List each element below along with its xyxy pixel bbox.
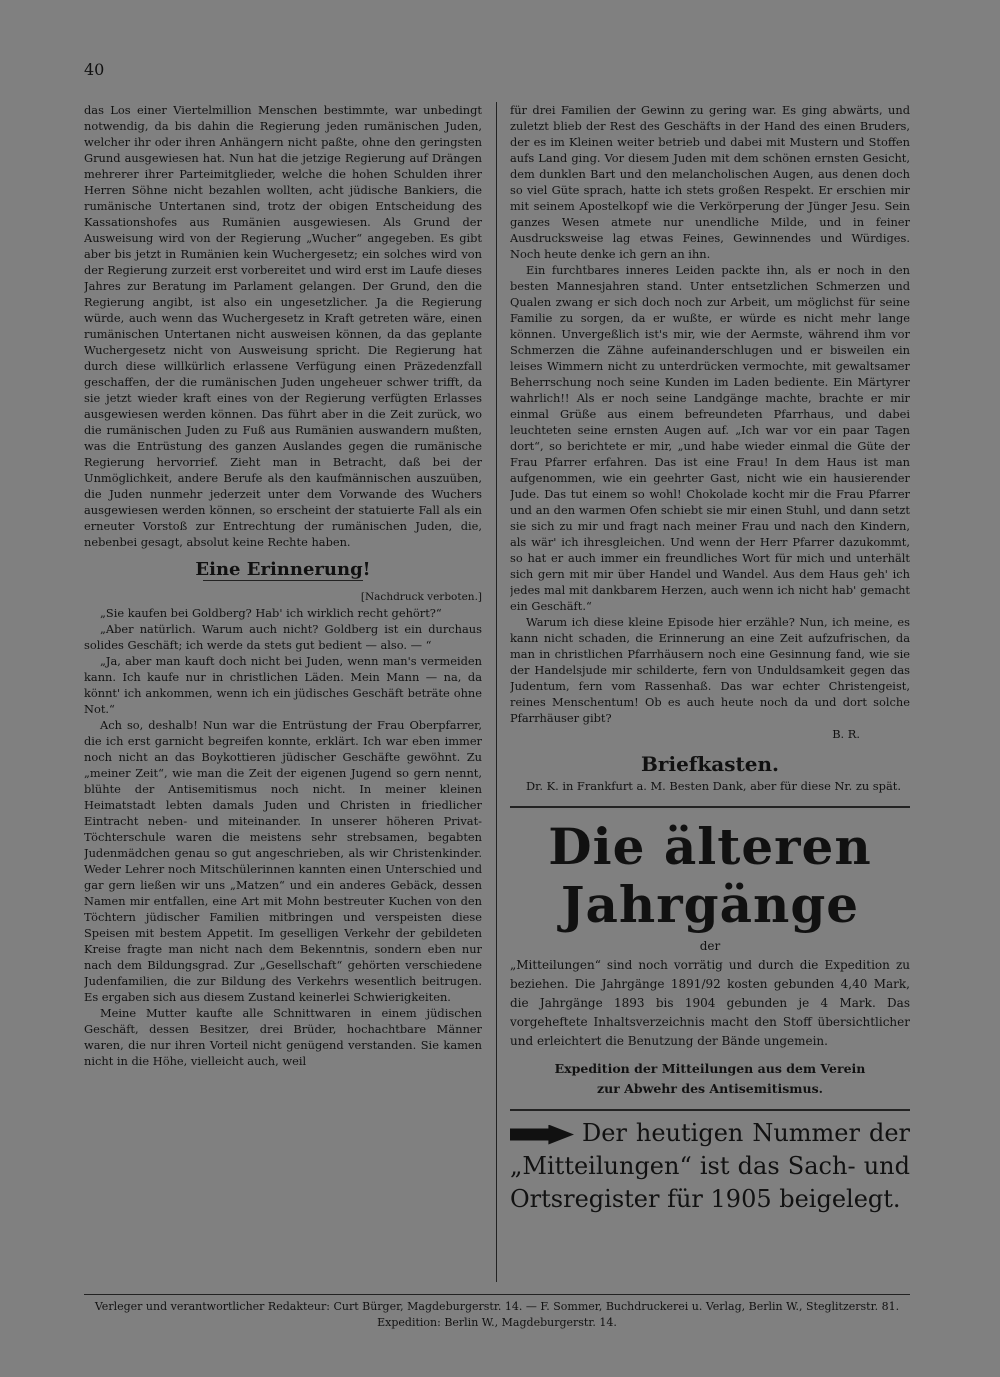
story-paragraph: „Aber natürlich. Warum auch nicht? Goldberg ist ein durchaus solides Geschäft; ich werde da stets gut bedient — also. — “ [84, 622, 482, 652]
article-continuation: das Los einer Viertelmillion Menschen bestimmte, war unbedingt notwendig, da bis dahin die Regierung jeden rumänischen Juden, welcher ihr oder ihren Anhängern nicht paßte, ohne den geringsten Grund ausgewiesen hat. Nun hat die jetzige Regierung auf Drängen mehrerer ihrer Parteimitglieder, welche die hohen Schulden ihrer Herren Söhne nicht bezahlen wollten, acht jüdische Bankiers, die rumänische Untertanen sind, trotz der obigen Entscheidung des Kassationshofes aus Rumänien ausgewiesen. Als Grund der Ausweisung wird von der Regierung „Wucher“ angegeben. Es gibt aber bis jetzt in Rumänien kein Wuchergesetz; ein solches wird von der Regierung zurzeit erst vorbereitet und wird erst im Laufe dieses Jahres zur Beratung im Parlament gelangen. Der Grund, den die Regierung angibt, ist also ein ungesetzlicher. Ja die Regierung würde, auch wenn das Wuchergesetz in Kraft getreten wäre, einen rumänischen Untertanen nicht ausweisen können, da das geplante Wuchergesetz nicht von Ausweisung spricht. Die Regierung hat durch diese willkürlich erlassene Verfügung einen Präzedenzfall geschaffen, der die rumänischen Juden ungeheuer schwer trifft, da sie jetzt wieder kraft eines von der Regierung verfügten Erlasses ausgewiesen werden können. Das führt aber in die Zeit zurück, wo die rumänischen Juden zu Fuß aus Rumänien auswandern mußten, was die Entrüstung des ganzen Auslandes gegen die rumänische Regierung hervorrief. Zieht man in Betracht, daß bei der Unmöglichkeit, andere Berufe als den kaufmännischen auszuüben, die Juden nunmehr jederzeit unter dem Vorwande des Wuchers ausgewiesen werden können, so erscheint der statuierte Fall als ein erneuter Vorstoß zur Entrechtung der rumänischen Juden, die, nebenbei gesagt, absolut keine Rechte haben. [84, 103, 482, 549]
ad-publisher-line: zur Abwehr des Antisemitismus. [597, 1081, 823, 1096]
heading-underline [203, 580, 363, 581]
story-paragraph: Meine Mutter kaufte alle Schnittwaren in einem jüdischen Geschäft, dessen Besitzer, drei Brüder, hochachtbare Männer waren, die nur ihren Vorteil nicht genügend verstanden. Sie kamen nicht in die Höhe, vielleicht auch, weil [84, 1006, 482, 1068]
left-column [84, 102, 482, 1290]
story-paragraph: Warum ich diese kleine Episode hier erzähle? Nun, ich meine, es kann nicht schaden, die Erinnerung an eine Zeit aufzufrischen, da man in christlichen Pfarrhäusern noch eine Gesinnung fand, wie sie der Handelsjude mir schilderte, fern von Unduldsamkeit gegen das Judentum, fern vom Rassenhaß. Das war echter Christengeist, reines Menschentum! Ob es auch heute noch da und dort solche Pfarrhäuser gibt? [510, 615, 910, 725]
supplement-notice [510, 1109, 910, 1216]
ad-publisher-line: Expedition der Mitteilungen aus dem Verein [554, 1061, 866, 1076]
supplement-notice-text: Der heutigen Nummer der „Mitteilungen“ ist das Sach- und Ortsregister für 1905 beigelegt. [510, 1119, 910, 1213]
story-paragraph: Ach so, deshalb! Nun war die Entrüstung der Frau Oberpfarrer, die ich erst garnicht begreifen konnte, erklärt. Ich war eben immer noch nicht an das Boykottieren jüdischer Geschäfte gewöhnt. Zu „meiner Zeit“, wie man die Zeit der eigenen Jugend so gern nennt, blühte der Antisemitismus noch nicht. In meiner kleinen Heimatstadt lebten damals Juden und Christen in friedlicher Eintracht neben- und miteinander. In unserer höheren Privat-Töchterschule waren die meistens sehr strebsamen, begabten Judenmädchen genau so gut angeschrieben, als wir Christenkinder. Weder Lehrer noch Mitschülerinnen kannten einen Unterschied und gar gern ließen wir uns „Matzen“ und ein anderes Gebäck, dessen Namen mir entfallen, eine Art mit Mohn bestreuter Kuchen von den Töchtern jüdischer Familien mitbringen und verspeisten diese Speisen mit bestem Appetit. Im geselligen Verkehr der gebildeten Kreise fragte man nicht nach dem Bekenntnis, sondern eben nur nach dem Bildungsgrad. Zur „Gesellschaft“ gehörten verschiedene Judenfamilien, die zur Bildung des Verkehrs wesentlich beitrugen. Es ergaben sich aus diesem Zustand keinerlei Schwierigkeiten. [84, 718, 482, 1004]
story-paragraph: „Sie kaufen bei Goldberg? Hab' ich wirklich recht gehört?“ [100, 606, 442, 620]
imprint-footer [84, 1294, 910, 1331]
ad-title: Die älteren Jahrgänge [548, 817, 872, 934]
briefkasten-text: Dr. K. in Frankfurt a. M. Besten Dank, aber für diese Nr. zu spät. [526, 779, 901, 793]
imprint-line: Verleger und verantwortlicher Redakteur: Curt Bürger, Magdeburgerstr. 14. — F. Sommer, Buchdruckerei u. Verlag, Berlin W., Steglitzerstr. 81. [94, 1300, 900, 1313]
story-paragraph: „Ja, aber man kauft doch nicht bei Juden, wenn man's vermeiden kann. Ich kaufe nur in christlichen Läden. Mein Mann — na, da könnt' ich ankommen, wenn ich ein jüdisches Geschäft beträte ohne Not.“ [84, 654, 482, 716]
imprint-line: Expedition: Berlin W., Magdeburgerstr. 14. [377, 1316, 617, 1329]
ad-body: „Mitteilungen“ sind noch vorrätig und durch die Expedition zu beziehen. Die Jahrgänge 1891/92 kosten gebunden 4,40 Mark, die Jahrgänge 1893 bis 1904 gebunden je 4 Mark. Das vorgeheftete Inhaltsverzeichnis macht den Stoff übersichtlicher und erleichtert die Benutzung der Bände ungemein. [510, 958, 910, 1048]
reprint-note: [Nachdruck verboten.] [360, 591, 482, 603]
briefkasten-heading: Briefkasten. [641, 752, 779, 776]
page-number: 40 [84, 60, 105, 79]
author-signature: B. R. [832, 727, 860, 741]
story-paragraph: Ein furchtbares inneres Leiden packte ihn, als er noch in den besten Mannesjahren stand. Unter entsetzlichen Schmerzen und Qualen zwang er sich doch noch zur Arbeit, um möglichst für seine Familie zu sorgen, da er wußte, er würde es nicht mehr lange können. Unvergeßlich ist's mir, wie der Aermste, während ihm vor Schmerzen die Zähne aufeinanderschlugen und er bisweilen ein leises Wimmern nicht zu unterdrücken vermochte, mit gewaltsamer Beherrschung noch seine Kunden im Laden bediente. Ein Märtyrer wahrlich!! Als er noch seine Landgänge machte, brachte er mir einmal Grüße aus einem befreundeten Pfarrhaus, und dabei leuchteten seine ernsten Augen auf. „Ich war vor ein paar Tagen dort“, so berichtete er mir, „und habe wieder einmal die Güte der Frau Pfarrer erfahren. Das ist eine Frau! In dem Haus ist man aufgenommen, wie ein geehrter Gast, nicht wie ein hausierender Jude. Das tut einem so wohl! Chokolade kocht mir die Frau Pfarrer und an den warmen Ofen schiebt sie mir einen Stuhl, und dann setzt sie sich zu mir und fragt nach meiner Frau und nach den Kindern, als wär' ich ihresgleichen. Und wenn der Herr Pfarrer dazukommt, so hat er auch immer ein freundliches Wort für mich und unterhält sich gern mit mir über Handel und Wandel. Aus dem Haus geh' ich jedes mal mit dankbarem Herzen, auch wenn ich nicht hab' gemacht ein Geschäft.“ [510, 263, 910, 613]
section-heading: Eine Erinnerung! [195, 559, 371, 580]
back-issues-advertisement [510, 806, 910, 1099]
right-column [510, 102, 910, 1290]
column-divider [496, 102, 497, 1282]
story-paragraph: für drei Familien der Gewinn zu gering war. Es ging abwärts, und zuletzt blieb der Rest des Geschäfts in der Hand des einen Bruders, der es im Kleinen weiter betrieb und dabei mit Mustern und Stoffen aufs Land ging. Vor diesem Juden mit dem schönen ernsten Gesicht, dem dunklen Bart und den melancholischen Augen, aus denen doch so viel Güte sprach, hatte ich stets großen Respekt. Er erschien mir mit seinem Apostelkopf wie die Verkörperung der Jünger Jesu. Sein ganzes Wesen atmete nur unendliche Milde, und in feiner Ausdrucksweise lag etwas Feines, Gewinnendes und Würdiges. Noch heute denke ich gern an ihn. [510, 103, 910, 261]
ad-publisher [510, 1059, 910, 1099]
ad-der: der [699, 939, 721, 953]
pointing-hand-icon [510, 1125, 574, 1145]
